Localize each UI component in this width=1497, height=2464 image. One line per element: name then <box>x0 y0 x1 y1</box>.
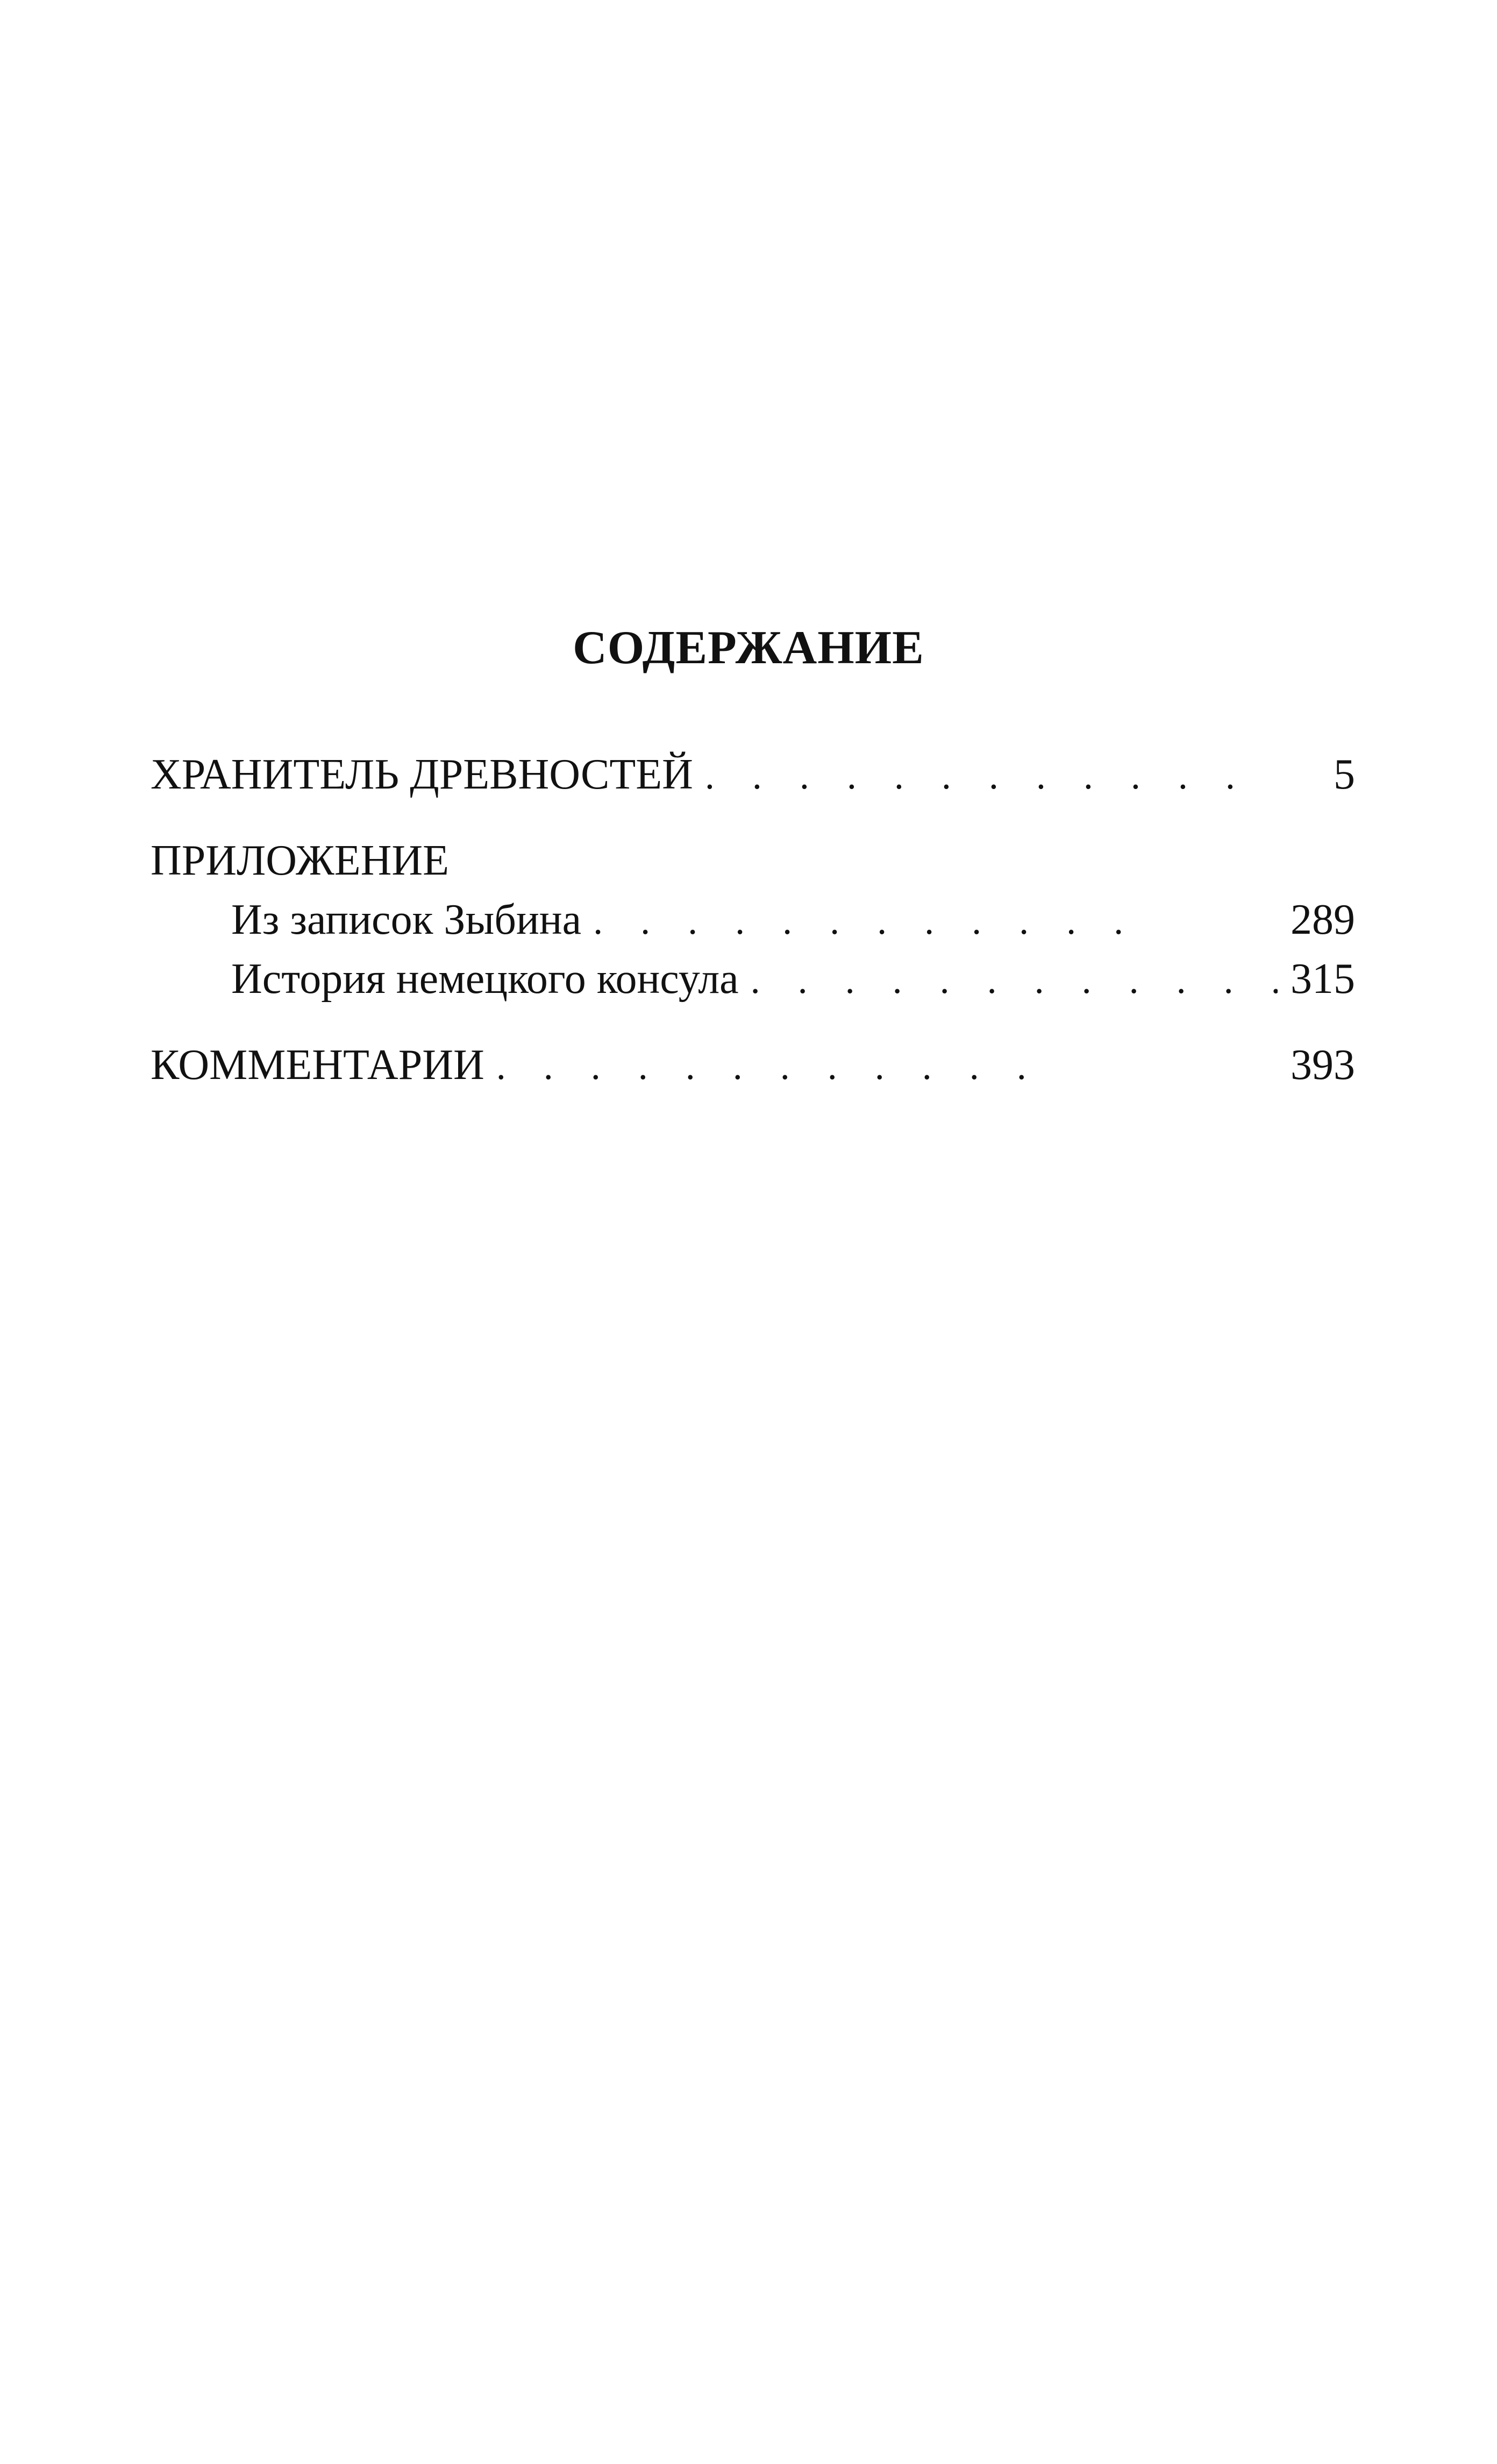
toc-leader-dots <box>496 1036 1029 1096</box>
toc-entry-label: ПРИЛОЖЕНИЕ <box>151 837 450 884</box>
toc-entry-label: КОММЕНТАРИИ <box>151 1041 484 1089</box>
toc-entry-label: Из записок Зыбина <box>231 896 582 943</box>
toc-entry-main-novel <box>151 745 1355 804</box>
toc-entry-commentary <box>151 1035 1355 1095</box>
toc-leader-dots <box>751 950 1278 1010</box>
toc-entry-page: 5 <box>1334 751 1355 798</box>
page-title: СОДЕРЖАНИЕ <box>573 622 924 674</box>
toc-leader-dots <box>593 891 1125 950</box>
toc-entry-label: История немецкого консула <box>231 955 739 1003</box>
toc-entry-page: 315 <box>1291 955 1355 1003</box>
toc-entry-page: 289 <box>1291 896 1355 943</box>
toc-leader-dots <box>705 746 1237 805</box>
toc-entry-german-consul <box>231 949 1355 1009</box>
toc-section-appendix <box>151 831 1355 890</box>
toc-entry-page: 393 <box>1291 1041 1355 1089</box>
toc-entry-zybin-notes <box>231 890 1355 949</box>
toc-entry-label: ХРАНИТЕЛЬ ДРЕВНОСТЕЙ <box>151 751 693 798</box>
